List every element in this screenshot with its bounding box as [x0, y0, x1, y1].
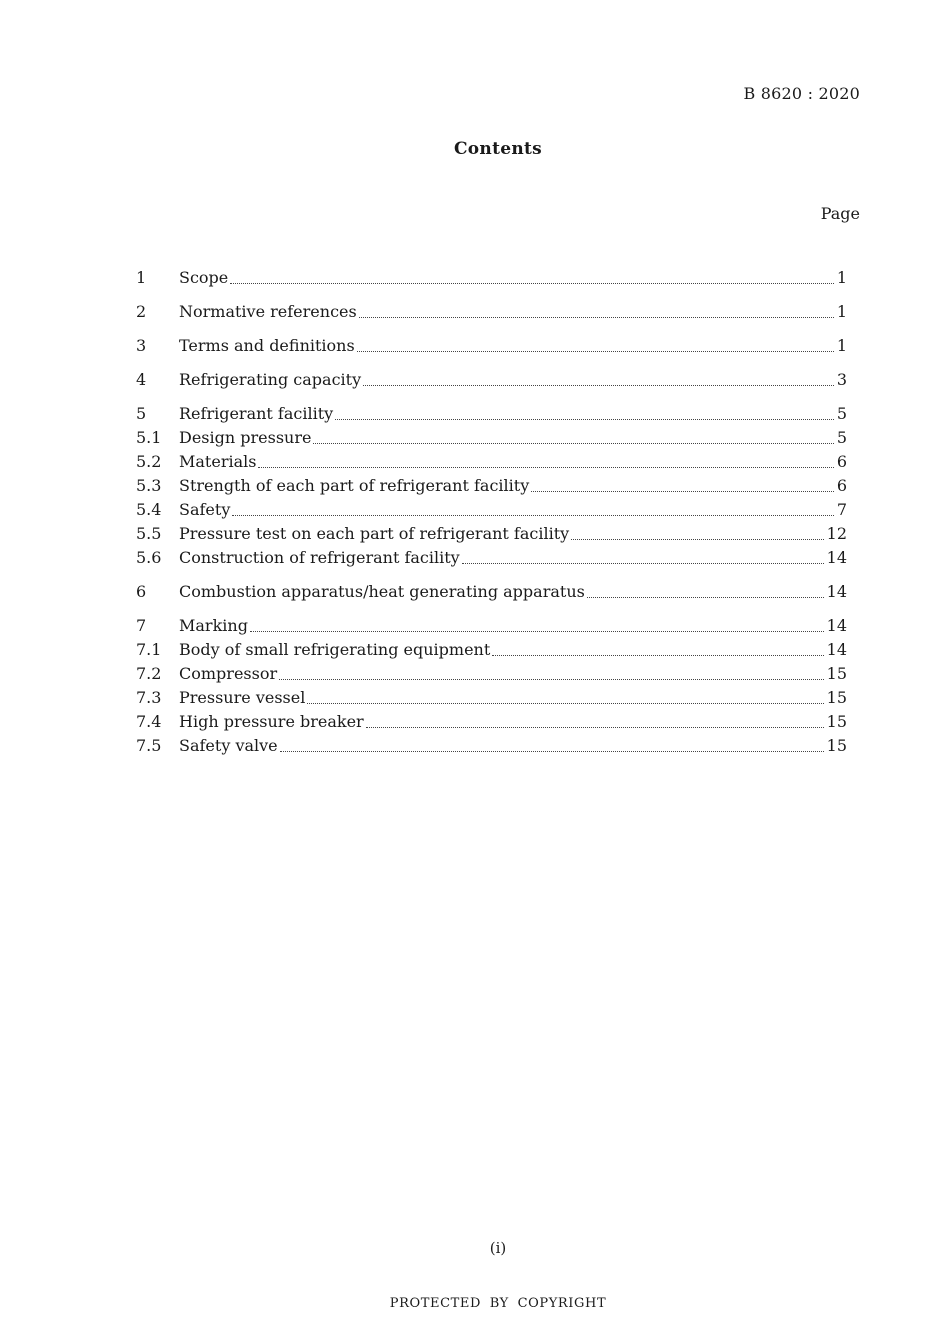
- toc-entry-title: Pressure vessel: [179, 688, 306, 707]
- toc-entry-page: 15: [826, 736, 847, 755]
- toc-entry-page: 14: [826, 616, 847, 635]
- table-of-contents: [136, 266, 847, 758]
- toc-entry-title: Safety valve: [179, 736, 278, 755]
- toc-entry-page: 15: [826, 664, 847, 683]
- dot-leader: [279, 678, 824, 680]
- toc-entry-number: 5.2: [136, 452, 162, 471]
- toc-entry-number: 5.3: [136, 476, 162, 495]
- toc-entry-title: Normative references: [179, 302, 357, 321]
- dot-leader: [492, 654, 823, 656]
- toc-entry[interactable]: [136, 522, 847, 546]
- dot-leader: [363, 384, 834, 386]
- toc-entry[interactable]: [136, 734, 847, 758]
- toc-entry-page: 5: [836, 428, 847, 447]
- toc-entry-number: 7: [136, 616, 147, 635]
- toc-entry-page: 1: [836, 302, 847, 321]
- toc-entry-page: 15: [826, 688, 847, 707]
- toc-entry-page: 14: [826, 640, 847, 659]
- toc-entry-title: Marking: [179, 616, 248, 635]
- toc-entry-title: Body of small refrigerating equipment: [179, 640, 491, 659]
- toc-entry-number: 2: [136, 302, 147, 321]
- toc-entry-title: Refrigerant facility: [179, 404, 334, 423]
- toc-entry[interactable]: [136, 300, 847, 324]
- toc-entry-title: Compressor: [179, 664, 278, 683]
- toc-entry-number: 4: [136, 370, 147, 389]
- toc-entry[interactable]: [136, 614, 847, 638]
- toc-entry-number: 5.6: [136, 548, 162, 567]
- dot-leader: [230, 282, 834, 284]
- dot-leader: [250, 630, 824, 632]
- document-number: B 8620 : 2020: [743, 84, 860, 103]
- toc-entry-number: 3: [136, 336, 147, 355]
- toc-entry-title: Strength of each part of refrigerant facility: [179, 476, 530, 495]
- toc-entry-page: 5: [836, 404, 847, 423]
- toc-entry[interactable]: [136, 498, 847, 522]
- toc-entry[interactable]: [136, 402, 847, 426]
- dot-leader: [307, 702, 823, 704]
- toc-entry[interactable]: [136, 266, 847, 290]
- toc-entry[interactable]: [136, 662, 847, 686]
- toc-entry-page: 6: [836, 452, 847, 471]
- toc-entry-number: 5.5: [136, 524, 162, 543]
- toc-entry-title: Combustion apparatus/heat generating apparatus: [179, 582, 585, 601]
- page-column-label: Page: [820, 204, 860, 223]
- toc-entry-title: Materials: [179, 452, 257, 471]
- toc-entry[interactable]: [136, 710, 847, 734]
- toc-entry-title: Construction of refrigerant facility: [179, 548, 460, 567]
- toc-entry[interactable]: [136, 368, 847, 392]
- toc-entry-number: 5.1: [136, 428, 162, 447]
- toc-entry-number: 7.5: [136, 736, 162, 755]
- toc-entry-page: 14: [826, 548, 847, 567]
- toc-entry-number: 5: [136, 404, 147, 423]
- dot-leader: [359, 316, 834, 318]
- toc-entry-number: 6: [136, 582, 147, 601]
- toc-entry-number: 7.1: [136, 640, 162, 659]
- dot-leader: [258, 466, 833, 468]
- toc-entry-number: 7.2: [136, 664, 162, 683]
- dot-leader: [571, 538, 823, 540]
- dot-leader: [531, 490, 834, 492]
- toc-entry-number: 7.3: [136, 688, 162, 707]
- toc-entry[interactable]: [136, 546, 847, 570]
- toc-entry-number: 5.4: [136, 500, 162, 519]
- copyright-notice: PROTECTED BY COPYRIGHT: [389, 1296, 607, 1311]
- dot-leader: [335, 418, 834, 420]
- toc-entry[interactable]: [136, 334, 847, 358]
- toc-entry-title: Scope: [179, 268, 229, 287]
- dot-leader: [313, 442, 833, 444]
- toc-entry-page: 7: [836, 500, 847, 519]
- toc-entry-page: 3: [836, 370, 847, 389]
- dot-leader: [366, 726, 824, 728]
- toc-entry-title: Design pressure: [179, 428, 312, 447]
- toc-entry-page: 1: [836, 336, 847, 355]
- toc-entry[interactable]: [136, 426, 847, 450]
- toc-entry[interactable]: [136, 686, 847, 710]
- toc-entry-title: Refrigerating capacity: [179, 370, 362, 389]
- dot-leader: [357, 350, 834, 352]
- toc-entry[interactable]: [136, 580, 847, 604]
- toc-entry-number: 1: [136, 268, 147, 287]
- toc-entry-title: Safety: [179, 500, 231, 519]
- toc-entry[interactable]: [136, 474, 847, 498]
- toc-entry-title: Pressure test on each part of refrigerant facility: [179, 524, 570, 543]
- dot-leader: [587, 596, 824, 598]
- page-number: (i): [489, 1239, 507, 1257]
- toc-entry-page: 14: [826, 582, 847, 601]
- toc-entry-title: Terms and definitions: [179, 336, 355, 355]
- toc-entry[interactable]: [136, 450, 847, 474]
- dot-leader: [232, 514, 833, 516]
- page-title: Contents: [453, 139, 543, 159]
- dot-leader: [280, 750, 824, 752]
- toc-entry-page: 12: [826, 524, 847, 543]
- dot-leader: [462, 562, 824, 564]
- toc-entry[interactable]: [136, 638, 847, 662]
- toc-entry-page: 15: [826, 712, 847, 731]
- toc-entry-number: 7.4: [136, 712, 162, 731]
- toc-entry-title: High pressure breaker: [179, 712, 364, 731]
- toc-entry-page: 6: [836, 476, 847, 495]
- toc-entry-page: 1: [836, 268, 847, 287]
